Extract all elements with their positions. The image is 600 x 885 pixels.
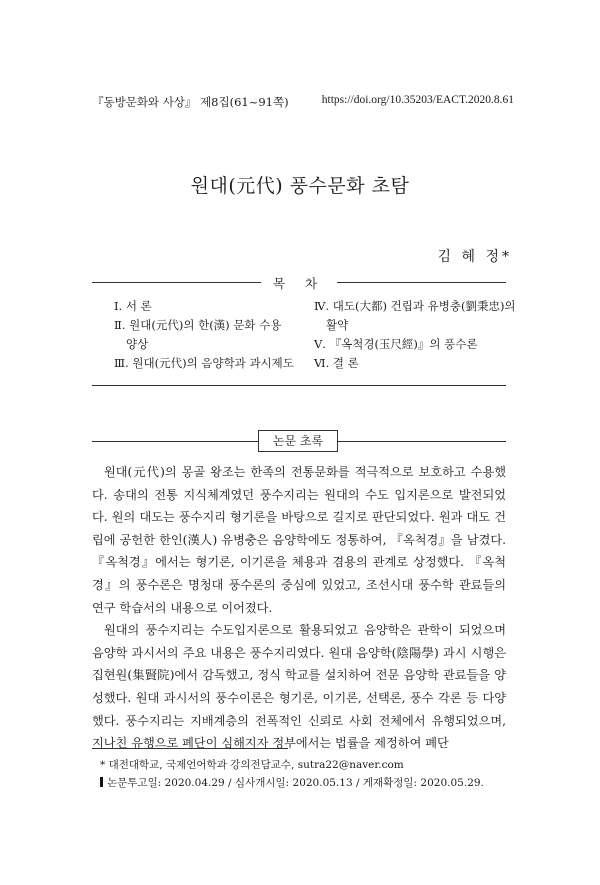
table-of-contents xyxy=(92,276,516,386)
abstract-paragraph-2: 원대의 풍수지리는 수도입지론으로 활용되었고 음양학은 관학이 되었으며 음양학 과시서의 주요 내용은 풍수지리였다. 원대 음양학(陰陽學) 과시 시행은 집현원(集賢院)에서 감독했고, 정식 학교를 설치하여 전문 음양학 관료들을 양성했다. 원대 과시서의 풍수이론은 형기론, 이기론, 선택론, 풍수 각론 등 다양했다. 풍수지리는 지배계층의 전폭적인 신뢰로 사회 전체에서 유행되었으며, 지나친 유행으로 폐단이 심해지자 정부에서는 법률을 제정하여 폐단 xyxy=(92,623,506,751)
toc-left-column xyxy=(114,297,304,373)
toc-item-2[interactable]: Ⅱ. 원대(元代)의 한(漢) 문화 수용 양상 xyxy=(114,318,282,351)
toc-item-5[interactable]: Ⅴ. 『옥척경(玉尺經)』의 풍수론 xyxy=(314,337,478,351)
toc-heading: 목 차 xyxy=(92,273,506,292)
toc-right-column xyxy=(314,297,516,373)
footnote-dates xyxy=(100,775,484,791)
footnote-divider xyxy=(92,748,288,749)
toc-item-4[interactable]: Ⅳ. 대도(大都) 건립과 유병충(劉秉忠)의 활약 xyxy=(314,299,516,332)
abstract-body xyxy=(92,461,506,755)
footnote-dates-text: 논문투고일: 2020.04.29 / 심사개시일: 2020.05.13 / 게재확정일: 2020.05.29. xyxy=(107,777,484,789)
footnote-affiliation: * 대전대학교, 국제언어학과 강의전담교수, sutra22@naver.com xyxy=(100,759,404,771)
bar-marker-icon xyxy=(100,777,103,787)
paper-title: 원대(元代) 풍수문화 초탐 xyxy=(190,175,410,197)
toc-item-6[interactable]: Ⅵ. 결 론 xyxy=(314,356,359,370)
abstract-label: 논문 초록 xyxy=(258,430,338,452)
journal-citation: 『동방문화와 사상』 제8집(61~91쪽) xyxy=(92,95,289,109)
toc-item-3[interactable]: Ⅲ. 원대(元代)의 음양학과 과시제도 xyxy=(114,356,294,370)
toc-item-1[interactable]: Ⅰ. 서 론 xyxy=(114,299,152,313)
doi-link[interactable]: https://doi.org/10.35203/EACT.2020.8.61 xyxy=(321,94,514,106)
author-name: 김 혜 정* xyxy=(437,249,512,265)
abstract-paragraph-1: 원대(元代)의 몽골 왕조는 한족의 전통문화를 적극적으로 보호하고 수용했다. 송대의 전통 지식체계였던 풍수지리는 원대의 수도 입지론으로 발전되었다. 원의 대도는 풍수지리 형기론을 바탕으로 길지로 판단되었다. 원과 대도 건립에 공헌한 한인(漢人) 유병충은 음양학에도 정통하여, 『옥척경』을 남겼다. 『옥척경』에서는 형기론, 이기론을 체용과 겸용의 관계로 상정했다. 『옥척경』의 풍수론은 명청대 풍수론의 중심에 있었고, 조선시대 풍수학 관료들의 연구 학습서의 내용으로 이어졌다. xyxy=(92,465,506,615)
